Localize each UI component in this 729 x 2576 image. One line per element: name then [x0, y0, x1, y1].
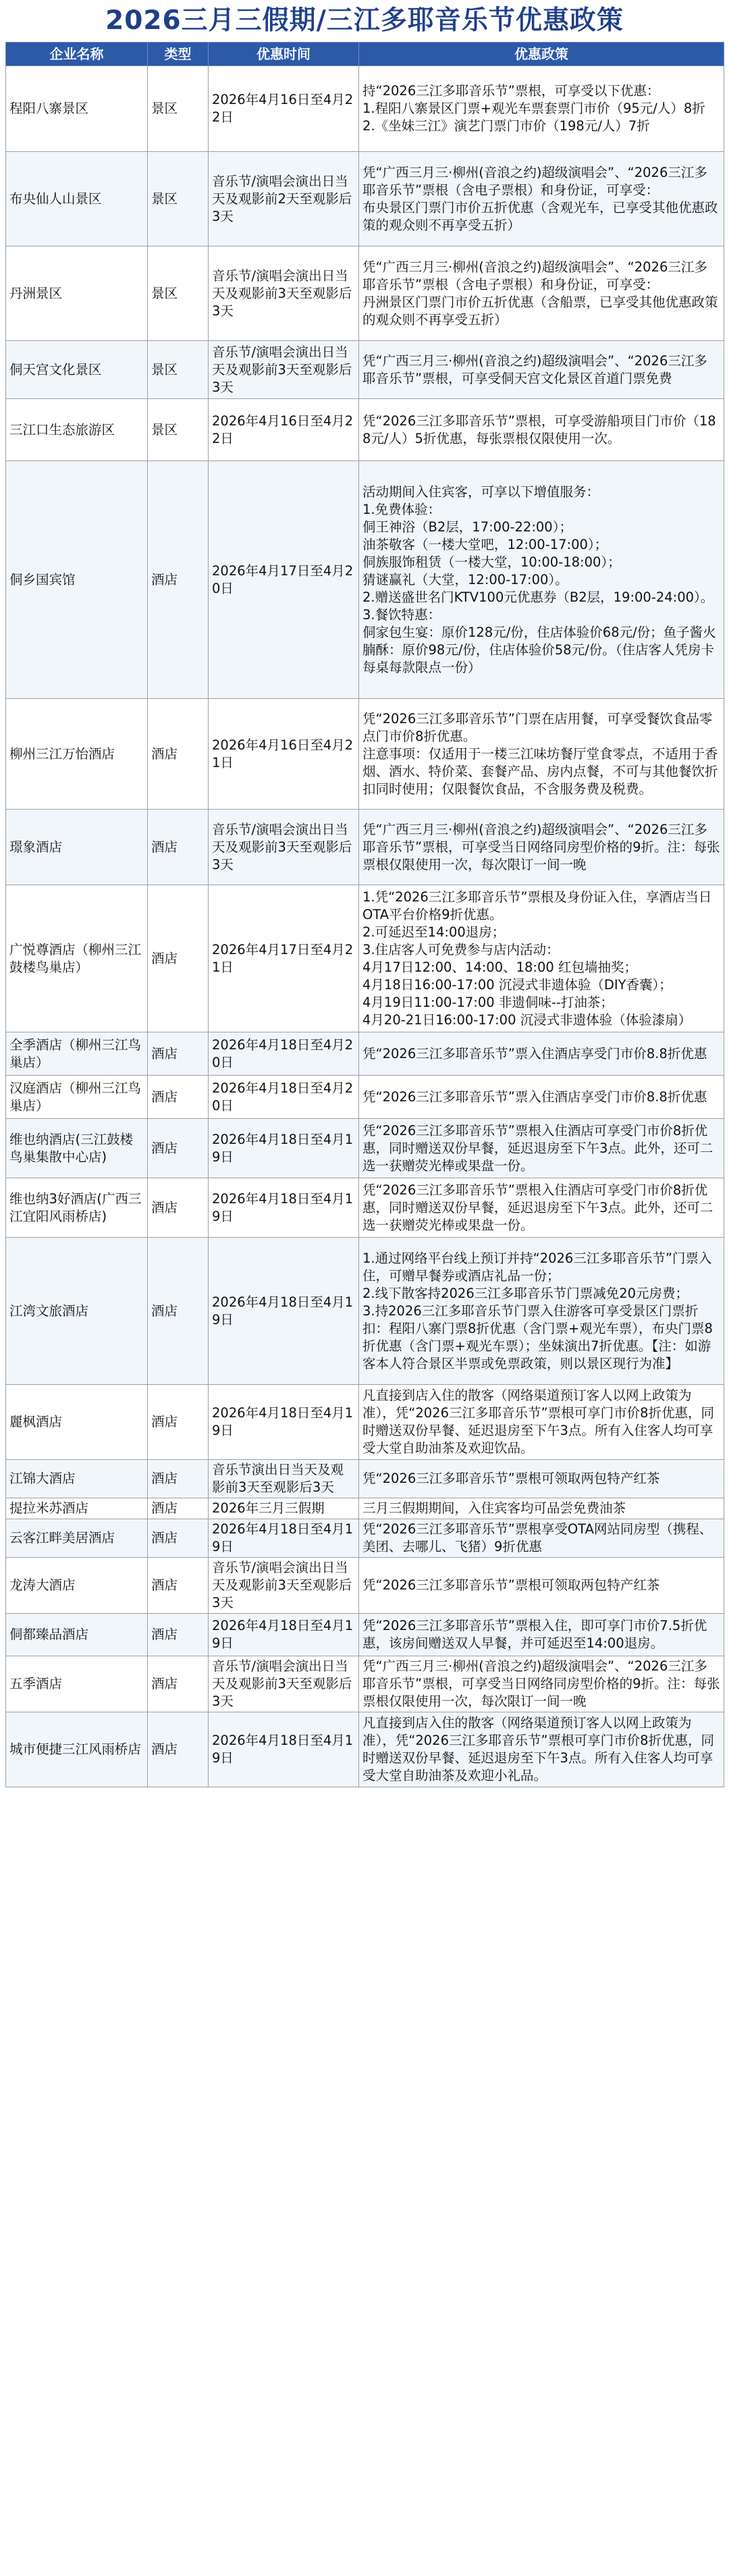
policy-table: [5, 42, 724, 1787]
company-name-cell: 侗都臻品酒店: [6, 1614, 148, 1656]
company-name-cell: 城市便捷三江风雨桥店: [6, 1712, 148, 1787]
time-cell: 2026年4月18日至4月19日: [209, 1238, 359, 1385]
company-name-cell: 布央仙人山景区: [6, 152, 148, 246]
time-cell: 2026年4月18日至4月20日: [209, 1032, 359, 1076]
policy-cell: 凭“2026三江多耶音乐节”票入住酒店享受门市价8.8折优惠: [359, 1032, 724, 1076]
company-name-cell: 提拉米苏酒店: [6, 1498, 148, 1519]
time-cell: 2026年4月17日至4月21日: [209, 885, 359, 1032]
table-row: [6, 246, 724, 341]
table-row: [6, 1178, 724, 1238]
header-type: 类型: [148, 43, 209, 66]
table-row: [6, 1076, 724, 1119]
policy-cell: 凭“2026三江多耶音乐节”票入住酒店享受门市价8.8折优惠: [359, 1076, 724, 1119]
table-body: [6, 66, 724, 1787]
table-header-row: [6, 43, 724, 66]
time-cell: 2026年4月18日至4月20日: [209, 1076, 359, 1119]
policy-cell: 凡直接到店入住的散客（网络渠道预订客人以网上政策为准），凭“2026三江多耶音乐节”票根可享门市价8折优惠，同时赠送双份早餐、延迟退房至下午3点。所有入住客人均可享受大堂自助油茶及欢迎小礼品。: [359, 1712, 724, 1787]
company-name-cell: 柳州三江万怡酒店: [6, 699, 148, 810]
table-row: [6, 1712, 724, 1787]
company-name-cell: 汉庭酒店（柳州三江鸟巢店）: [6, 1076, 148, 1119]
policy-cell: 凭“广西三月三·柳州(音浪之约)超级演唱会”、“2026三江多耶音乐节”票根，可享受当日网络同房型价格的9折。注：每张票根仅限使用一次，每次限订一间一晚: [359, 810, 724, 885]
table-row: [6, 1385, 724, 1460]
company-name-cell: 龙涛大酒店: [6, 1558, 148, 1614]
table-row: [6, 885, 724, 1032]
type-cell: 景区: [148, 66, 209, 152]
policy-cell: 三月三假期期间，入住宾客均可品尝免费油茶: [359, 1498, 724, 1519]
time-cell: 2026年4月16日至4月22日: [209, 66, 359, 152]
time-cell: 音乐节/演唱会演出日当天及观影前3天至观影后3天: [209, 246, 359, 341]
type-cell: 酒店: [148, 885, 209, 1032]
table-row: [6, 341, 724, 399]
time-cell: 2026年4月18日至4月19日: [209, 1614, 359, 1656]
type-cell: 景区: [148, 152, 209, 246]
policy-cell: 凭“2026三江多耶音乐节”票根入住酒店可享受门市价8折优惠，同时赠送双份早餐，延迟退房至下午3点。此外，还可二选一获赠荧光棒或果盘一份。: [359, 1178, 724, 1238]
header-policy: 优惠政策: [359, 43, 724, 66]
type-cell: 酒店: [148, 1460, 209, 1498]
time-cell: 音乐节/演唱会演出日当天及观影前3天至观影后3天: [209, 341, 359, 399]
policy-cell: 凭“广西三月三·柳州(音浪之约)超级演唱会”、“2026三江多耶音乐节”票根（含电子票根）和身份证，可享受： 丹洲景区门票门市价五折优惠（含船票，已享受其他优惠政策的观众则不再享受五折）: [359, 246, 724, 341]
time-cell: 音乐节/演唱会演出日当天及观影前3天至观影后3天: [209, 1656, 359, 1712]
time-cell: 2026年4月16日至4月21日: [209, 699, 359, 810]
type-cell: 景区: [148, 399, 209, 461]
company-name-cell: 维也纳3好酒店(广西三江宜阳风雨桥店): [6, 1178, 148, 1238]
policy-cell: 凭“广西三月三·柳州(音浪之约)超级演唱会”、“2026三江多耶音乐节”票根，可享受侗天宫文化景区首道门票免费: [359, 341, 724, 399]
table-row: [6, 1460, 724, 1498]
company-name-cell: 云客江畔美居酒店: [6, 1519, 148, 1558]
policy-cell: 凭“广西三月三·柳州(音浪之约)超级演唱会”、“2026三江多耶音乐节”票根，可享受当日网络同房型价格的9折。注：每张票根仅限使用一次，每次限订一间一晚: [359, 1656, 724, 1712]
table-row: [6, 152, 724, 246]
company-name-cell: 侗天宫文化景区: [6, 341, 148, 399]
policy-cell: 持“2026三江多耶音乐节”票根，可享受以下优惠： 1.程阳八寨景区门票+观光车票套票门市价（95元/人）8折 2.《坐妹三江》演艺门票门市价（198元/人）7折: [359, 66, 724, 152]
type-cell: 酒店: [148, 810, 209, 885]
company-name-cell: 全季酒店（柳州三江鸟巢店）: [6, 1032, 148, 1076]
time-cell: 2026年三月三假期: [209, 1498, 359, 1519]
table-row: [6, 399, 724, 461]
policy-cell: 凭“2026三江多耶音乐节”票根，可享受游船项目门市价（188元/人）5折优惠，每张票根仅限使用一次。: [359, 399, 724, 461]
type-cell: 酒店: [148, 1656, 209, 1712]
time-cell: 2026年4月18日至4月19日: [209, 1385, 359, 1460]
type-cell: 酒店: [148, 1119, 209, 1178]
type-cell: 酒店: [148, 1238, 209, 1385]
company-name-cell: 维也纳酒店(三江鼓楼鸟巢集散中心店): [6, 1119, 148, 1178]
table-row: [6, 1519, 724, 1558]
table-row: [6, 699, 724, 810]
time-cell: 音乐节演出日当天及观影前3天至观影后3天: [209, 1460, 359, 1498]
type-cell: 酒店: [148, 1614, 209, 1656]
policy-cell: 活动期间入住宾客，可享以下增值服务： 1.免费体验： 侗王神浴（B2层，17:00-22:00）； 油茶敬客（一楼大堂吧，12:00-17:00）； 侗族服饰租赁（一楼大堂，10:00-18:00）； 猜谜赢礼（大堂，12:00-17:00）。 2.赠送盛世名门KTV100元优惠券（B2层，19:00-24:00）。 3.餐饮特惠： 侗家包生宴：原价128元/份，住店体验价68元/份；鱼子酱火腩酥：原价98元/份，住店体验价58元/份。（住店客人凭房卡每桌每款限点一份）: [359, 461, 724, 699]
type-cell: 酒店: [148, 1178, 209, 1238]
time-cell: 2026年4月17日至4月20日: [209, 461, 359, 699]
type-cell: 酒店: [148, 1498, 209, 1519]
policy-cell: 1.凭“2026三江多耶音乐节”票根及身份证入住，享酒店当日OTA平台价格9折优惠。 2.可延迟至14:00退房； 3.住店客人可免费参与店内活动： 4月17日12:00、14:00、18:00 红包墙抽奖； 4月18日16:00-17:00 沉浸式非遗体验（DIY香囊）； 4月19日11:00-17:00 非遗侗味--打油茶； 4月20-21日16:00-17:00 沉浸式非遗体验（体验漆扇）: [359, 885, 724, 1032]
policy-cell: 凭“2026三江多耶音乐节”门票在店用餐，可享受餐饮食品零点门市价8折优惠。 注意事项：仅适用于一楼三江味坊餐厅堂食零点，不适用于香烟、酒水、特价菜、套餐产品、房内点餐，不可与其他餐饮折扣同时使用；仅限餐饮食品，不含服务费及税费。: [359, 699, 724, 810]
type-cell: 酒店: [148, 1712, 209, 1787]
policy-cell: 凭“2026三江多耶音乐节”票根入住，即可享门市价7.5折优惠，该房间赠送双人早餐，并可延迟至14:00退房。: [359, 1614, 724, 1656]
table-row: [6, 1558, 724, 1614]
company-name-cell: 江湾文旅酒店: [6, 1238, 148, 1385]
company-name-cell: 三江口生态旅游区: [6, 399, 148, 461]
table-row: [6, 1498, 724, 1519]
company-name-cell: 麗枫酒店: [6, 1385, 148, 1460]
time-cell: 2026年4月18日至4月19日: [209, 1119, 359, 1178]
company-name-cell: 广悦尊酒店（柳州三江鼓楼鸟巢店）: [6, 885, 148, 1032]
time-cell: 音乐节/演唱会演出日当天及观影前2天至观影后3天: [209, 152, 359, 246]
type-cell: 酒店: [148, 1385, 209, 1460]
table-row: [6, 1614, 724, 1656]
policy-cell: 凭“2026三江多耶音乐节”票根可领取两包特产红茶: [359, 1460, 724, 1498]
time-cell: 音乐节/演唱会演出日当天及观影前3天至观影后3天: [209, 1558, 359, 1614]
table-row: [6, 461, 724, 699]
company-name-cell: 侗乡国宾馆: [6, 461, 148, 699]
policy-cell: 凭“2026三江多耶音乐节”票根享受OTA网站同房型（携程、美团、去哪儿、飞猪）9折优惠: [359, 1519, 724, 1558]
time-cell: 2026年4月18日至4月19日: [209, 1712, 359, 1787]
company-name-cell: 丹洲景区: [6, 246, 148, 341]
header-company: 企业名称: [6, 43, 148, 66]
time-cell: 音乐节/演唱会演出日当天及观影前3天至观影后3天: [209, 810, 359, 885]
table-row: [6, 1119, 724, 1178]
table-row: [6, 1032, 724, 1076]
type-cell: 酒店: [148, 1558, 209, 1614]
policy-cell: 凡直接到店入住的散客（网络渠道预订客人以网上政策为准），凭“2026三江多耶音乐节”票根可享门市价8折优惠，同时赠送双份早餐、延迟退房至下午3点。所有入住客人均可享受大堂自助油茶及欢迎饮品。: [359, 1385, 724, 1460]
page-title: 2026三月三假期/三江多耶音乐节优惠政策: [105, 5, 624, 36]
table-row: [6, 66, 724, 152]
time-cell: 2026年4月18日至4月19日: [209, 1519, 359, 1558]
policy-cell: 1.通过网络平台线上预订并持“2026三江多耶音乐节”门票入住，可赠早餐券或酒店礼品一份； 2.线下散客持2026三江多耶音乐节门票减免20元房费； 3.持2026三江多耶音乐节门票入住游客可享受景区门票折扣：程阳八寨门票8折优惠（含门票+观光车票），布央门票8折优惠（含门票+观光车票）；坐妹演出7折优惠。【注：如游客本人符合景区半票或免票政策，则以景区现行为准】: [359, 1238, 724, 1385]
type-cell: 景区: [148, 246, 209, 341]
policy-cell: 凭“2026三江多耶音乐节”票根入住酒店可享受门市价8折优惠，同时赠送双份早餐，延迟退房至下午3点。此外，还可二选一获赠荧光棒或果盘一份。: [359, 1119, 724, 1178]
table-row: [6, 1238, 724, 1385]
table-row: [6, 1656, 724, 1712]
type-cell: 酒店: [148, 1076, 209, 1119]
company-name-cell: 江锦大酒店: [6, 1460, 148, 1498]
time-cell: 2026年4月16日至4月22日: [209, 399, 359, 461]
policy-cell: 凭“2026三江多耶音乐节”票根可领取两包特产红茶: [359, 1558, 724, 1614]
policy-cell: 凭“广西三月三·柳州(音浪之约)超级演唱会”、“2026三江多耶音乐节”票根（含电子票根）和身份证，可享受： 布央景区门票门市价五折优惠（含观光车，已享受其他优惠政策的观众则不再享受五折）: [359, 152, 724, 246]
table-row: [6, 810, 724, 885]
type-cell: 景区: [148, 341, 209, 399]
type-cell: 酒店: [148, 1519, 209, 1558]
type-cell: 酒店: [148, 1032, 209, 1076]
header-time: 优惠时间: [209, 43, 359, 66]
time-cell: 2026年4月18日至4月19日: [209, 1178, 359, 1238]
company-name-cell: 程阳八寨景区: [6, 66, 148, 152]
company-name-cell: 五季酒店: [6, 1656, 148, 1712]
type-cell: 酒店: [148, 699, 209, 810]
type-cell: 酒店: [148, 461, 209, 699]
company-name-cell: 璟象酒店: [6, 810, 148, 885]
